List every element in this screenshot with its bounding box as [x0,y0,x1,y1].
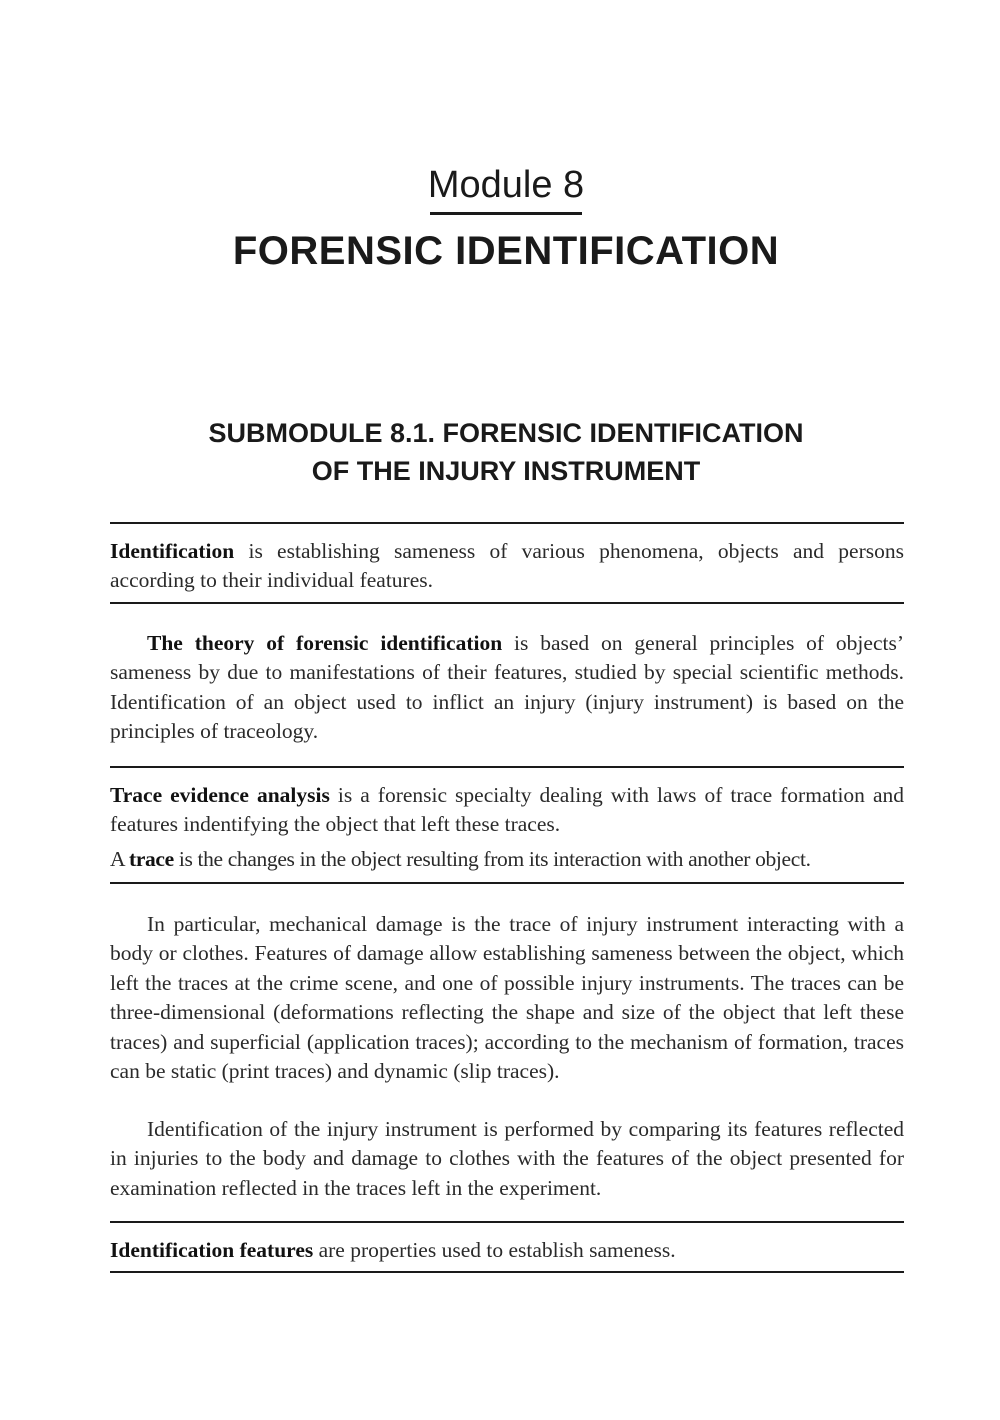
definition-bottom-rule [110,882,904,884]
definition-term: Identification [110,539,235,563]
definition-term: Identification features [110,1238,314,1262]
paragraph-comparison: Identification of the injury instrument is performed by comparing its features reflected in injuries to the body and damage to clothes with the features of the object presented for examination reflected in the traces left in the experiment. [110,1117,904,1200]
definition-trace [110,845,904,874]
definition-term: trace [129,847,174,871]
definition-term: Trace evidence analysis [110,783,330,807]
definition-prefix: A [110,847,130,871]
paragraph-mechanical-damage: In particular, mechanical damage is the trace of injury instrument interacting with a body or clothes. Features of damage allow establishing sameness between the object, which left the traces at the crime scene, and one of possible injury instruments. The traces can be three-dimensional (deformations reflecting the shape and size of the object that left these traces) and superficial (application traces); according to the mechanism of formation, traces can be static (print traces) and dynamic (slip traces). [110,912,904,1084]
submodule-title-line-2: OF THE INJURY INSTRUMENT [311,456,701,486]
definition-text: is a forensic specialty dealing with laws of trace formation and features indentifying the object that left these traces. [110,783,904,837]
definition-top-rule [110,1221,904,1223]
paragraph-term: The theory of forensic identification [147,631,503,655]
definition-top-rule [110,522,904,524]
module-label: Module 8 [427,164,585,206]
definition-top-rule [110,766,904,768]
definition-identification-features [110,1236,904,1265]
definition-text: is the changes in the object resulting from its interaction with another object. [173,847,811,871]
definition-trace-evidence [110,781,904,840]
definition-text: are properties used to establish sameness. [313,1238,676,1262]
paragraph-theory [110,629,904,747]
definition-identification [110,537,904,596]
submodule-title-line-1: SUBMODULE 8.1. FORENSIC IDENTIFICATION [208,418,804,448]
module-underline [430,212,582,215]
paragraph-text: is based on general principles of objects’ sameness by due to manifestations of their features, studied by special scientific methods. Identification of an object used to inflict an injury (injury instrument) is based on the principles of traceology. [110,631,904,744]
definition-bottom-rule [110,602,904,604]
definition-text: is establishing sameness of various phenomena, objects and persons according to their individual features. [110,539,904,593]
definition-bottom-rule [110,1271,904,1273]
submodule-title [0,414,1000,490]
module-title: FORENSIC IDENTIFICATION [232,229,780,273]
